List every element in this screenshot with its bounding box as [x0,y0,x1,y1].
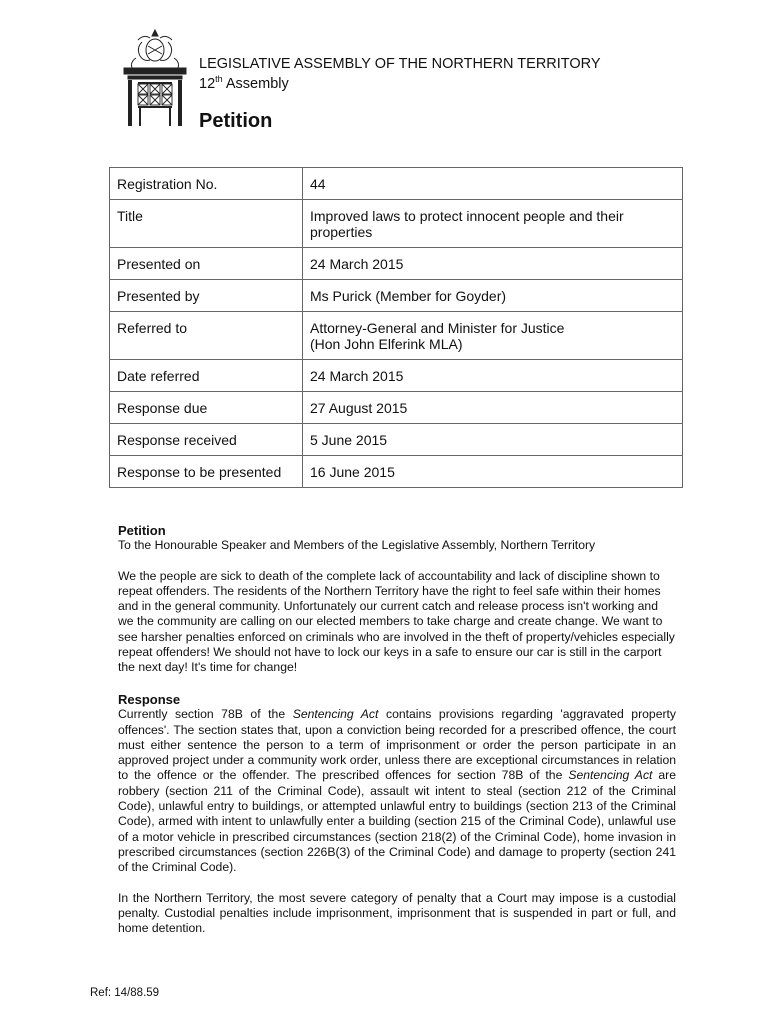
response-section [118,692,676,936]
row-value-line: Ms Purick (Member for Goyder) [310,288,507,304]
row-value [303,360,683,392]
row-value [303,424,683,456]
petition-body: We the people are sick to death of the complete lack of accountability and lack of discipline shown to repeat offenders. The residents of the Northern Territory have the right to feel safe within their homes and in the general community. Unfortunately our current catch and release process isn't working and we the community are calling on our elected members to take charge and create change. We want to see harsher penalties enforced on criminals who are involved in the theft of property/vehicles especially repeat offenders! We should not have to lock our keys in a safe to ensure our car is still in the carport the next day! It's time for change! [118,568,675,675]
row-value-line: Attorney-General and Minister for Justice [310,320,565,336]
row-value [303,312,683,360]
row-value-line: 24 March 2015 [310,368,404,384]
row-label: Date referred [110,360,303,392]
table-row [110,280,683,312]
table-row [110,312,683,360]
assembly-number [199,74,289,92]
row-value [303,392,683,424]
page-title: Petition [199,110,273,132]
row-value [303,168,683,200]
table-row [110,424,683,456]
row-label: Title [110,200,303,248]
petition-section [118,523,676,676]
response-heading: Response [118,692,181,707]
table-row [110,248,683,280]
row-value-line: 24 March 2015 [310,256,404,272]
assembly-number-suffix: th [215,74,223,84]
response-text-b: contains provisions regarding 'aggravated property offences'. The section states that, upon a conviction being recorded for a prescribed offence, the court must either sentence the person to a term of imprisonment or order the person participate in an approved project under a community work order, unless there are exceptional circumstances in relation to the offence or the offender. The prescribed offences for section 78B of the [118,707,677,783]
row-label: Presented by [110,280,303,312]
row-value-line: (Hon John Elferink MLA) [310,336,463,352]
table-row [110,392,683,424]
table-row [110,168,683,200]
table-row [110,456,683,488]
row-label: Response due [110,392,303,424]
row-value-line: 5 June 2015 [310,432,388,448]
response-paragraph-1 [118,707,676,875]
row-value-line: 27 August 2015 [310,400,408,416]
row-value-line: 44 [310,176,326,192]
reference-number: Ref: 14/88.59 [90,987,160,999]
row-value [303,280,683,312]
petition-heading: Petition [118,523,166,538]
row-label: Presented on [110,248,303,280]
response-paragraph-2: In the Northern Territory, the most severe category of penalty that a Court may impose is a custodial penalty. Custodial penalties include imprisonment, imprisonment that is suspended in part or full, and home detention. [118,890,676,936]
act-name: Sentencing Act [292,707,379,722]
row-value-line: Improved laws to protect innocent people and their [310,208,624,224]
registration-table [109,167,683,488]
row-label: Response received [110,424,303,456]
row-value [303,200,683,248]
response-text-c: are robbery (section 211 of the Criminal Code), assault wit intent to steal (section 212 of the Criminal Code), unlawful entry to buildings, or attempted unlawful entry to buildings (section 213 of the Criminal Code), armed with intent to unlawfully enter a building (section 215 of the Criminal Code), unlawful use of a motor vehicle in prescribed circumstances (section 218(2) of the Criminal Code), home invasion in prescribed circumstances (section 226B(3) of the Criminal Code) and damage to property (section 241 of the Criminal Code). [118,768,676,875]
table-row [110,200,683,248]
row-value [303,248,683,280]
row-value-line: 16 June 2015 [310,464,395,480]
act-name: Sentencing Act [568,768,653,783]
row-label: Response to be presented [110,456,303,488]
response-text-a: Currently section 78B of the [118,707,293,722]
assembly-crest-icon [118,28,192,132]
row-value-line: properties [310,224,373,240]
organization-name: LEGISLATIVE ASSEMBLY OF THE NORTHERN TERRITORY [199,56,601,72]
row-label: Referred to [110,312,303,360]
assembly-word: Assembly [222,76,289,92]
table-row [110,360,683,392]
row-value [303,456,683,488]
assembly-number-value: 12 [199,76,216,92]
petition-addressee: To the Honourable Speaker and Members of the Legislative Assembly, Northern Territory [118,538,596,553]
row-label: Registration No. [110,168,303,200]
